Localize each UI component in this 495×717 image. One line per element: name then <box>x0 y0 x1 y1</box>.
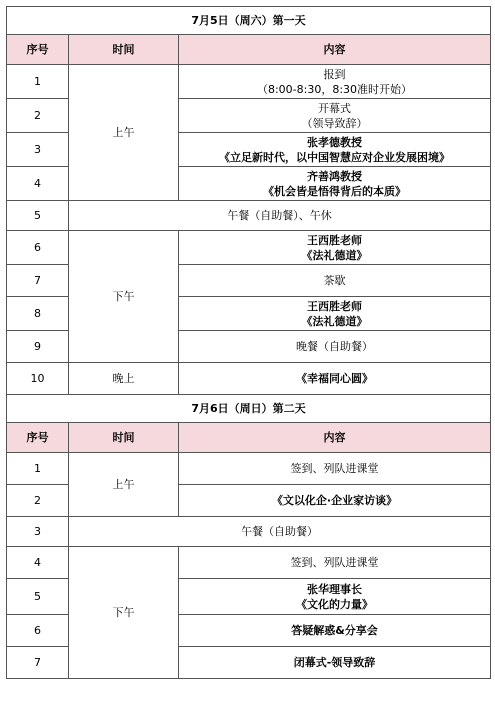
header-content: 内容 <box>179 423 491 453</box>
day1-header-row <box>7 35 491 65</box>
row-content <box>179 297 491 331</box>
day2-title: 7月6日（周日）第二天 <box>7 395 491 423</box>
row-seq: 9 <box>7 331 69 363</box>
table-row <box>7 363 491 395</box>
table-row <box>7 517 491 547</box>
header-seq: 序号 <box>7 423 69 453</box>
row-seq: 1 <box>7 453 69 485</box>
row-seq: 10 <box>7 363 69 395</box>
row-content <box>179 579 491 615</box>
content-line: 开幕式 <box>318 101 351 115</box>
content-line: （领导致辞） <box>301 116 368 130</box>
row-content: 签到、列队进课堂 <box>179 547 491 579</box>
content-line: 《文化的力量》 <box>296 597 373 611</box>
row-seq: 3 <box>7 517 69 547</box>
content-line: 《立足新时代，以中国智慧应对企业发展困境》 <box>219 150 450 164</box>
content-line: 报到 <box>323 67 346 81</box>
row-seq: 5 <box>7 579 69 615</box>
row-seq: 3 <box>7 133 69 167</box>
row-content <box>179 167 491 201</box>
content-line: 《法礼德道》 <box>301 314 368 328</box>
schedule-sheet <box>6 6 491 679</box>
row-seq: 6 <box>7 231 69 265</box>
row-seq: 4 <box>7 167 69 201</box>
content-line: 《法礼德道》 <box>301 248 368 262</box>
row-seq: 4 <box>7 547 69 579</box>
row-content: 晚餐（自助餐） <box>179 331 491 363</box>
row-seq: 2 <box>7 485 69 517</box>
schedule-table <box>6 6 491 679</box>
day1-title-row <box>7 7 491 35</box>
content-line: 《机会皆是悟得背后的本质》 <box>263 184 406 198</box>
table-row <box>7 231 491 265</box>
period-morning: 上午 <box>69 65 179 201</box>
table-row <box>7 453 491 485</box>
row-seq: 5 <box>7 201 69 231</box>
table-row <box>7 201 491 231</box>
table-row <box>7 65 491 99</box>
row-content <box>179 99 491 133</box>
row-content <box>179 65 491 99</box>
row-content: 签到、列队进课堂 <box>179 453 491 485</box>
row-seq: 7 <box>7 647 69 679</box>
row-content <box>179 231 491 265</box>
period-evening: 晚上 <box>69 363 179 395</box>
content-line: 张孝德教授 <box>307 135 362 149</box>
header-content: 内容 <box>179 35 491 65</box>
row-seq: 2 <box>7 99 69 133</box>
row-seq: 6 <box>7 615 69 647</box>
row-content: 午餐（自助餐） <box>69 517 491 547</box>
content-line: 王西胜老师 <box>307 299 362 313</box>
period-morning: 上午 <box>69 453 179 517</box>
table-row <box>7 547 491 579</box>
row-content: 午餐（自助餐）、午休 <box>69 201 491 231</box>
row-content: 答疑解惑&分享会 <box>179 615 491 647</box>
row-seq: 1 <box>7 65 69 99</box>
content-line: （8:00-8:30，8:30准时开始） <box>256 82 413 96</box>
header-seq: 序号 <box>7 35 69 65</box>
day2-header-row <box>7 423 491 453</box>
row-seq: 7 <box>7 265 69 297</box>
header-time: 时间 <box>69 423 179 453</box>
row-content: 闭幕式-领导致辞 <box>179 647 491 679</box>
day2-title-row <box>7 395 491 423</box>
content-line: 齐善鸿教授 <box>307 169 362 183</box>
header-time: 时间 <box>69 35 179 65</box>
row-content <box>179 133 491 167</box>
period-afternoon: 下午 <box>69 231 179 363</box>
period-afternoon: 下午 <box>69 547 179 679</box>
row-seq: 8 <box>7 297 69 331</box>
day1-title: 7月5日（周六）第一天 <box>7 7 491 35</box>
row-content: 《文以化企·企业家访谈》 <box>179 485 491 517</box>
content-line: 张华理事长 <box>307 582 362 596</box>
content-line: 王西胜老师 <box>307 233 362 247</box>
row-content: 茶歇 <box>179 265 491 297</box>
row-content: 《幸福同心圆》 <box>179 363 491 395</box>
